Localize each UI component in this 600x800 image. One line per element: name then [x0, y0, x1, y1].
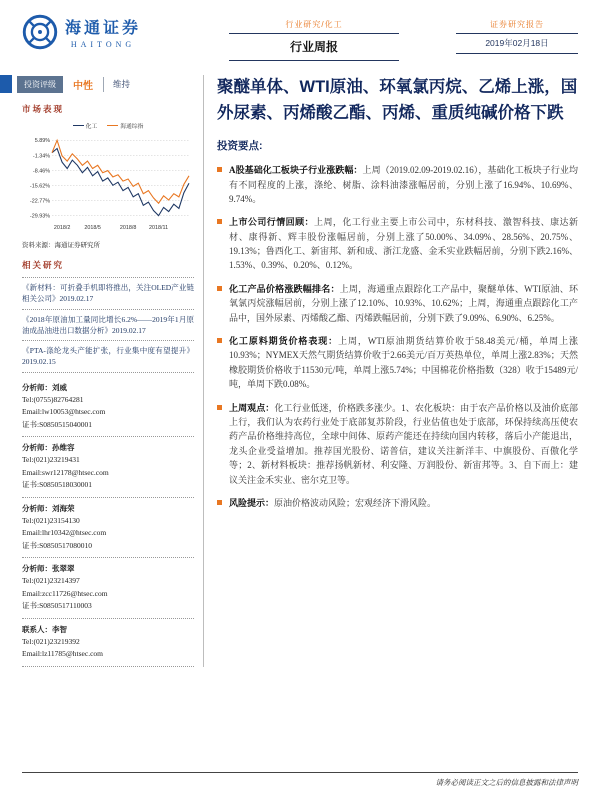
- related-item-date: 2019.02.17: [112, 325, 146, 335]
- bullet-item: [217, 282, 578, 325]
- rating-status: 维持: [113, 79, 131, 89]
- bullet-item: [217, 215, 578, 273]
- bullet-text: 风险提示：原油价格波动风险；宏观经济下滑风险。: [229, 497, 437, 508]
- svg-text:-15.62%: -15.62%: [29, 183, 50, 190]
- report-label: 证券研究报告: [456, 17, 578, 34]
- bullet-lead: 上周观点：: [229, 402, 275, 413]
- related-item-date: 2019.02.15: [22, 357, 56, 367]
- analyst-tel: Tel:(0755)82764281: [22, 394, 84, 404]
- svg-text:2018/8: 2018/8: [119, 225, 137, 231]
- svg-text:-1.34%: -1.34%: [32, 153, 50, 160]
- bullet-lead: 化工原料期货价格表现：: [229, 336, 339, 347]
- legend-label: 化工: [85, 124, 98, 130]
- footer-disclaimer: 请务必阅读正文之后的信息披露和法律声明: [435, 778, 578, 787]
- analyst-tel: Tel:(021)23214397: [22, 576, 80, 586]
- related-item: [22, 341, 194, 373]
- main-column: [203, 75, 578, 667]
- analyst-cert: 证书:S0850517080010: [22, 540, 93, 550]
- legend-item: [107, 121, 143, 130]
- analyst-block: [22, 558, 194, 619]
- analyst-email: Email:swr12178@htsec.com: [22, 467, 109, 477]
- bullet-text: 上周观点：化工行业低迷，价格跌多涨少。1、农化板块：由于农产品价格以及油价底部上行，我们认为农药行业处于底部复苏阶段，行业估值也处于底部，环保持续高压使农药产品价格维持高位，全球中间体、原药产能还在持续向国内转移，落后小产能退出，龙头企业受益增加。推荐国光股份、诺普信，建议关注新洋丰、中旗股份、百傲化学等；2、新材料板块：推荐扬帆新材、利安隆、万润股份、新宙邦等。3、自下而上：建议关注金禾实业、密尔克卫等。: [229, 402, 578, 485]
- svg-text:-29.93%: -29.93%: [29, 213, 50, 220]
- related-item-date: 2019.02.17: [59, 294, 94, 304]
- legend-line-icon: [73, 125, 84, 126]
- bullet-marker-icon: [217, 338, 222, 343]
- report-category: 行业研究/化工: [229, 17, 399, 34]
- analyst-email: Email:lw10053@htsec.com: [22, 407, 106, 417]
- analyst-block: [22, 619, 194, 667]
- analyst-block: [22, 437, 194, 498]
- related-section-title: 相关研究: [22, 260, 65, 270]
- analyst-cert: 证书:S0850517110003: [22, 601, 92, 611]
- analyst-cert: 证书:S0850518030001: [22, 480, 93, 490]
- related-list: [22, 277, 194, 373]
- bullet-text: A股基础化工板块子行业涨跌幅：上周（2019.02.09-2019.02.16），基础化工板块子行业均有不同程度的上涨，涤纶、树脂、涂料油漆涨幅居前，分别上涨了16.94%、10.69%、9.74%。: [229, 165, 578, 204]
- legend-label: 海通综指: [120, 124, 144, 130]
- report-type: 行业周报: [229, 34, 399, 61]
- rating-bar: [22, 75, 194, 93]
- bullet-text: 化工产品价格涨跌幅排名：上周，海通重点跟踪化工产品中，聚醚单体、WTI原油、环氧氯丙烷涨幅居前，分别上涨了12.10%、10.93%、10.62%；上周，海通重点跟踪化工产品中，国外尿素、丙烯酸乙酯、丙烯跌幅居前，分别下跌了9.09%、6.90%、6.25%。: [229, 283, 578, 323]
- footer: [22, 772, 578, 788]
- analyst-name: 联系人：李智: [22, 624, 67, 634]
- related-item-title: 《PTA-涤纶龙头产能扩张，行业集中度有望提升》: [22, 346, 194, 355]
- logo-cn-text: 海通证券: [65, 20, 142, 37]
- analyst-tel: Tel:(021)23154130: [22, 515, 80, 525]
- svg-text:2018/11: 2018/11: [149, 225, 169, 231]
- related-item: [22, 278, 194, 310]
- bullet-list: [217, 163, 578, 510]
- bullet-lead: 化工产品价格涨跌幅排名：: [229, 283, 340, 294]
- legend-item: [73, 121, 98, 130]
- analyst-cert: 证书:S0850515040001: [22, 419, 93, 429]
- haitong-logo: [22, 14, 172, 50]
- svg-text:2018/5: 2018/5: [84, 225, 101, 231]
- bullet-marker-icon: [217, 286, 222, 291]
- related-item-title: 《新材料：可折叠手机即将推出，关注OLED产业链相关公司》: [22, 283, 194, 304]
- bullet-lead: 风险提示：: [229, 497, 275, 508]
- bullet-text: 上市公司行情回顾：上周，化工行业主要上市公司中，东材科技、激智科技、康达新材、康得新、辉丰股份涨幅居前，分别上涨了50.00%、34.09%、28.56%、20.75%、19.13%；鲁西化工、新宙邦、新和成、浙江龙盛、金禾实业跌幅居前，分别下跌2.16%、1.53%、0.39%、0.20%、0.12%。: [229, 217, 578, 271]
- svg-text:2018/2: 2018/2: [53, 225, 71, 231]
- analyst-name: 分析师：刘海荣: [22, 503, 75, 513]
- market-chart-svg: [22, 132, 192, 232]
- analyst-email: Email:zcc11726@htsec.com: [22, 588, 108, 598]
- sidebar: [22, 75, 194, 667]
- report-date: 2019年02月18日: [456, 34, 578, 54]
- related-item: [22, 310, 194, 342]
- report-header: [22, 14, 578, 61]
- chart-legend: [22, 121, 194, 130]
- analyst-tel: Tel:(021)23219431: [22, 455, 80, 465]
- svg-text:-8.46%: -8.46%: [32, 168, 50, 175]
- logo-en-text: HAITONG: [70, 40, 136, 49]
- svg-text:-22.77%: -22.77%: [29, 198, 50, 205]
- analyst-block: [22, 498, 194, 559]
- svg-text:5.89%: 5.89%: [34, 138, 50, 145]
- rating-value: 中性: [63, 77, 104, 92]
- report-body: [22, 75, 578, 667]
- legend-line-icon: [107, 125, 118, 126]
- analyst-block: [22, 377, 194, 438]
- analyst-email: Email:lz11785@htsec.com: [22, 649, 103, 659]
- haitong-emblem-icon: [22, 14, 58, 50]
- header-right: [456, 17, 578, 54]
- bullet-item: [217, 401, 578, 487]
- analyst-name: 分析师：张翠翠: [22, 564, 75, 573]
- market-section-title: 市场表现: [22, 104, 65, 114]
- bullet-text: 化工原料期货价格表现：上周，WTI原油期货结算价收于58.48美元/桶，单周上涨10.93%；NYMEX天然气期货结算价收于2.66美元/百万英热单位，单周上涨2.83%；天然橡胶期货价格收于11530元/吨，单周上涨5.74%；中国棉花价格指数（328）收于15489元/吨，单周下跌0.08%。: [229, 336, 578, 390]
- related-item-title: 《2018年原油加工量同比增长6.2%——2019年1月原油成品油进出口数据分析》: [22, 314, 194, 335]
- analyst-list: [22, 377, 194, 667]
- analyst-name: 分析师：刘威: [22, 382, 67, 392]
- bullet-marker-icon: [217, 219, 222, 224]
- report-title: 聚醚单体、WTI原油、环氧氯丙烷、乙烯上涨，国外尿素、丙烯酸乙酯、丙烯、重质纯碱价格下跌: [217, 78, 578, 122]
- bullet-marker-icon: [217, 167, 222, 172]
- bullet-item: [217, 163, 578, 206]
- rating-label: 投资评级: [17, 76, 63, 93]
- header-middle: [229, 17, 399, 61]
- market-chart: [22, 121, 194, 237]
- bullet-marker-icon: [217, 500, 222, 505]
- bullet-marker-icon: [217, 405, 222, 410]
- analyst-name: 分析师：孙维容: [22, 443, 75, 452]
- points-title: 投资要点:: [217, 140, 263, 153]
- analyst-email: Email:lhr10342@htsec.com: [22, 528, 107, 538]
- analyst-tel: Tel:(021)23219392: [22, 636, 80, 646]
- rating-stripe-icon: [0, 75, 12, 93]
- bullet-lead: A股基础化工板块子行业涨跌幅：: [229, 165, 363, 176]
- bullet-lead: 上市公司行情回顾：: [229, 217, 314, 228]
- chart-source: 资料来源：海通证券研究所: [22, 242, 100, 249]
- bullet-item: [217, 496, 578, 510]
- bullet-item: [217, 334, 578, 392]
